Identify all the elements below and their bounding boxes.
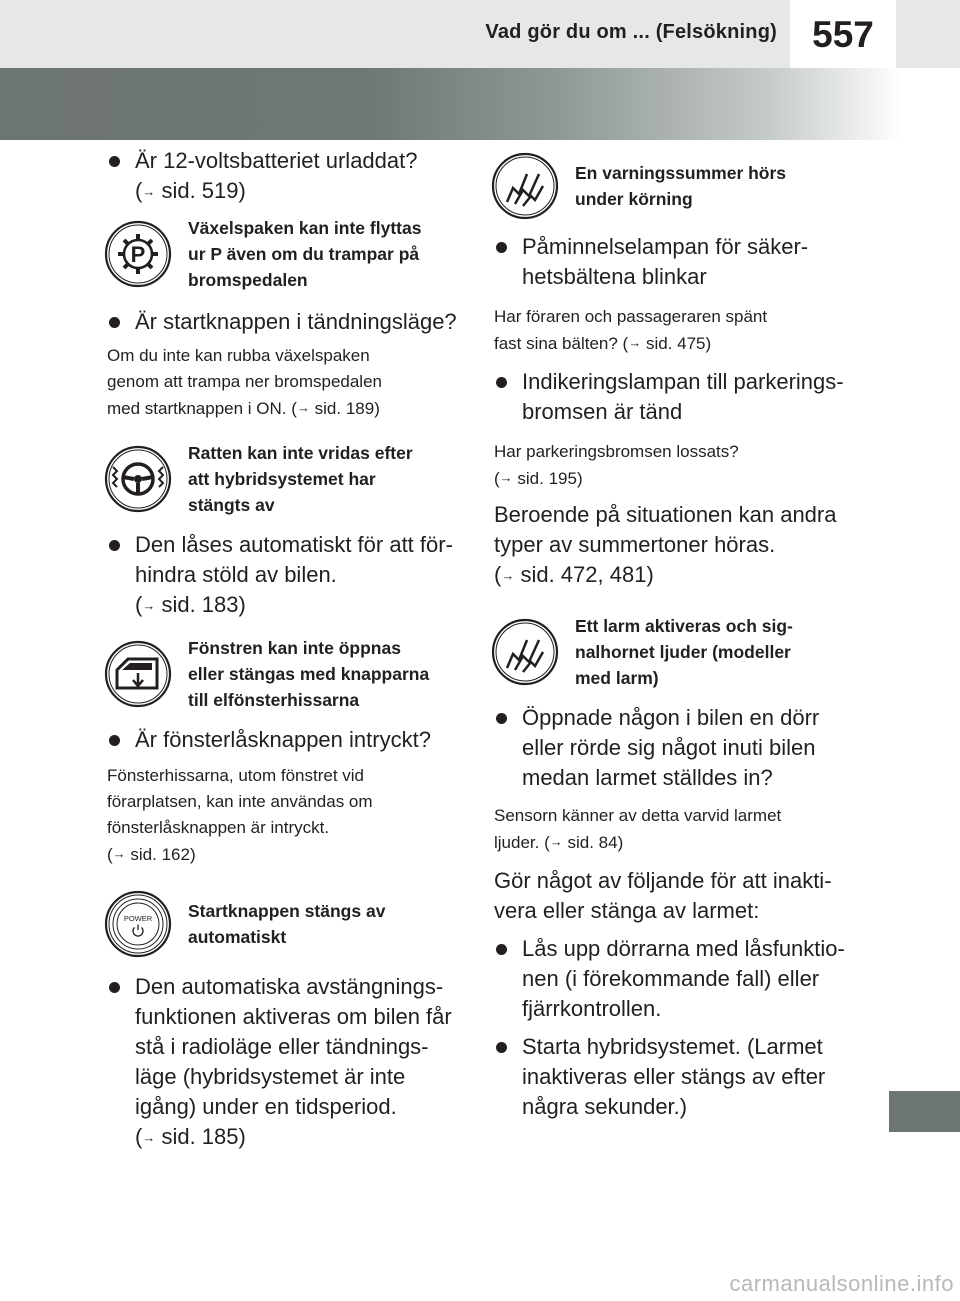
issue-title: eller stängas med knapparna [188,664,430,684]
text-line: Fönsterhissarna, utom fönstret vid [107,766,365,785]
issue-auto-off [104,890,467,958]
explanation-text [494,304,854,357]
bullet-text: Är fönsterlåsknappen intryckt? [135,727,431,752]
bullet-text: stå i radioläge eller tändnings- [135,1034,429,1059]
bullet-locked [107,530,467,621]
left-column [107,146,467,1153]
text-line: typer av summertoner höras. [494,532,776,557]
bullet-window-lock [107,725,467,755]
text-line: förarplatsen, kan inte användas om [107,792,373,811]
page-reference: (→ sid. 519) [135,178,246,203]
issue-title: till elfönsterhissarna [188,690,360,710]
steering-wheel-lock-icon [104,445,172,513]
issue-title: Ett larm aktiveras och sig- [575,616,793,636]
bullet-battery [107,146,467,207]
ref-arrow-icon: → [501,568,515,583]
text-line: Gör något av följande för att inakti- [494,868,832,893]
bullet-parking-brake [494,367,854,427]
text-line: fast sina bälten? (→ sid. 475) [494,334,712,353]
ref-link[interactable]: sid. 475 [645,334,706,353]
issue-title: automatiskt [188,927,287,947]
page-reference: (→ sid. 183) [135,592,246,617]
bullet-text: Är startknappen i tändningsläge? [135,309,457,334]
issue-title: Växelspaken kan inte flyttas [188,218,422,238]
ref-arrow-icon: → [142,184,156,199]
bullet-text: nen (i förekommande fall) eller [522,966,820,991]
bullet-text: Lås upp dörrarna med låsfunktio- [522,936,845,961]
page-reference: (→ sid. 185) [135,1124,246,1149]
bullet-text: Indikeringslampan till parkerings- [522,369,844,394]
bullet-text: hetsbältena blinkar [522,264,707,289]
text-line: Har parkeringsbromsen lossats? [494,442,739,461]
bullet-text: Öppnade någon i bilen en dörr [522,705,820,730]
ref-link[interactable]: sid. 189 [314,399,375,418]
issue-warning-buzzer [491,152,854,220]
chapter-side-tab [889,1091,960,1132]
header-gradient-band [0,68,960,140]
bullet-text: Den automatiska avstängnings- [135,974,444,999]
text-line: Har föraren och passageraren spänt [494,307,768,326]
gear-p-icon [104,220,172,288]
issue-title: Ratten kan inte vridas efter [188,443,413,463]
bullet-seatbelt [494,232,854,292]
issue-shift-lever [104,215,467,293]
ref-link[interactable]: sid. 183 [161,592,239,617]
bullet-text: medan larmet ställdes in? [522,765,773,790]
warning-buzzer-icon [491,152,559,220]
ref-link[interactable]: sid. 472, 481 [520,562,647,587]
bullet-unlock-doors [494,934,854,1024]
bullet-door-opened [494,703,854,793]
page-reference: (→ sid. 195) [494,469,583,488]
issue-title: ur P även om du trampar på [188,244,420,264]
power-window-icon [104,640,172,708]
ref-link[interactable]: sid. 185 [161,1124,239,1149]
body-paragraph [494,866,854,926]
text-line: ljuder. (→ sid. 84) [494,833,624,852]
issue-title: bromspedalen [188,270,308,290]
bullet-text: Den låses automatiskt för att för- [135,532,453,557]
explanation-text [107,343,467,422]
right-column [494,152,854,1122]
bullet-text: eller rörde sig något inuti bilen [522,735,816,760]
text-line: Om du inte kan rubba växelspaken [107,346,370,365]
issue-title: Fönstren kan inte öppnas [188,638,401,658]
ref-arrow-icon: → [112,846,126,861]
text-line: med startknappen i ON. (→ sid. 189) [107,399,380,418]
watermark: carmanualsonline.info [729,1271,954,1296]
bullet-start-hybrid [494,1032,854,1122]
bullet-text: hindra stöld av bilen. [135,562,337,587]
bullet-text: några sekunder.) [522,1094,688,1119]
issue-title: att hybridsystemet har [188,469,376,489]
section-title: Vad gör du om ... (Felsökning) [485,21,777,43]
page-number: 557 [790,0,896,68]
text-line: Beroende på situationen kan andra [494,502,837,527]
issue-alarm [491,613,854,691]
ref-arrow-icon: → [142,1130,156,1145]
ref-arrow-icon: → [499,470,513,485]
text-line: Sensorn känner av detta varvid larmet [494,806,782,825]
issue-steering-lock [104,440,467,518]
body-paragraph [494,500,854,591]
bullet-text: Påminnelselampan för säker- [522,234,809,259]
ref-link[interactable]: sid. 195 [517,469,577,488]
text-line: fönsterlåsknappen är intryckt. [107,818,330,837]
bullet-text: bromsen är tänd [522,399,683,424]
ref-arrow-icon: → [549,834,563,849]
ref-arrow-icon: → [628,335,642,350]
issue-title: under körning [575,189,693,209]
page-reference: (→ sid. 472, 481) [494,562,654,587]
power-button-icon [104,890,172,958]
ref-link[interactable]: sid. 162 [130,845,190,864]
issue-title: Startknappen stängs av [188,901,386,921]
alarm-buzzer-icon [491,618,559,686]
bullet-text: läge (hybridsystemet är inte [135,1064,406,1089]
bullet-text: inaktiveras eller stängs av efter [522,1064,826,1089]
bullet-text: Är 12-voltsbatteriet urladdat? [135,148,418,173]
bullet-auto-off [107,972,467,1153]
bullet-start-button [107,307,467,337]
issue-title: med larm) [575,668,659,688]
issue-title: En varningssummer hörs [575,163,787,183]
text-line: vera eller stänga av larmet: [494,898,760,923]
issue-title: stängts av [188,495,275,515]
ref-arrow-icon: → [142,598,156,613]
issue-title: nalhornet ljuder (modeller [575,642,791,662]
svg-text:POWER: POWER [123,914,153,923]
text-line: genom att trampa ner bromspedalen [107,372,382,391]
ref-link[interactable]: sid. 519 [161,178,239,203]
issue-power-windows [104,635,467,713]
svg-text:P: P [130,242,146,267]
bullet-text: fjärrkontrollen. [522,996,662,1021]
page-reference: (→ sid. 162) [107,845,196,864]
explanation-text [107,763,467,868]
bullet-text: igång) under en tidsperiod. [135,1094,397,1119]
bullet-text: Starta hybridsystemet. (Larmet [522,1034,823,1059]
bullet-text: funktionen aktiveras om bilen får [135,1004,452,1029]
ref-arrow-icon: → [296,400,310,415]
explanation-text [494,803,854,856]
explanation-text [494,439,854,492]
ref-link[interactable]: sid. 84 [567,833,618,852]
